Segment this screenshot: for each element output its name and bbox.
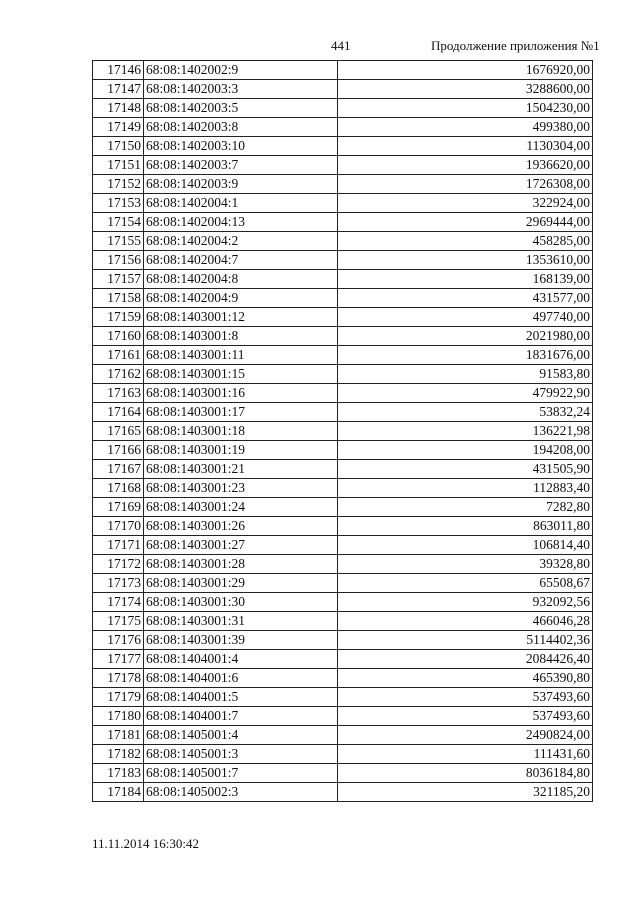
- row-number-cell: 17172: [93, 555, 144, 574]
- row-number-cell: 17182: [93, 745, 144, 764]
- cadastral-value-cell: 168139,00: [338, 270, 593, 289]
- cadastral-value-cell: 2084426,40: [338, 650, 593, 669]
- table-row: [93, 707, 593, 726]
- table-row: [93, 441, 593, 460]
- cadastral-number-cell: 68:08:1402003:9: [144, 175, 338, 194]
- cadastral-value-cell: 322924,00: [338, 194, 593, 213]
- table-row: [93, 422, 593, 441]
- cadastral-value-cell: 3288600,00: [338, 80, 593, 99]
- row-number-cell: 17175: [93, 612, 144, 631]
- cadastral-value-cell: 1676920,00: [338, 61, 593, 80]
- row-number-cell: 17173: [93, 574, 144, 593]
- row-number-cell: 17150: [93, 137, 144, 156]
- row-number-cell: 17156: [93, 251, 144, 270]
- cadastral-number-cell: 68:08:1402004:9: [144, 289, 338, 308]
- row-number-cell: 17183: [93, 764, 144, 783]
- cadastral-value-cell: 499380,00: [338, 118, 593, 137]
- table-row: [93, 251, 593, 270]
- row-number-cell: 17169: [93, 498, 144, 517]
- cadastral-number-cell: 68:08:1403001:39: [144, 631, 338, 650]
- table-row: [93, 232, 593, 251]
- table-row: [93, 498, 593, 517]
- cadastral-number-cell: 68:08:1405001:4: [144, 726, 338, 745]
- row-number-cell: 17166: [93, 441, 144, 460]
- cadastral-value-cell: 497740,00: [338, 308, 593, 327]
- table-row: [93, 118, 593, 137]
- cadastral-number-cell: 68:08:1404001:5: [144, 688, 338, 707]
- table-row: [93, 194, 593, 213]
- cadastral-number-cell: 68:08:1402004:2: [144, 232, 338, 251]
- cadastral-number-cell: 68:08:1402003:7: [144, 156, 338, 175]
- row-number-cell: 17159: [93, 308, 144, 327]
- table-row: [93, 289, 593, 308]
- table-row: [93, 80, 593, 99]
- cadastral-value-cell: 431505,90: [338, 460, 593, 479]
- row-number-cell: 17163: [93, 384, 144, 403]
- cadastral-value-cell: 932092,56: [338, 593, 593, 612]
- row-number-cell: 17170: [93, 517, 144, 536]
- table-row: [93, 175, 593, 194]
- table-row: [93, 555, 593, 574]
- cadastral-value-table: [92, 60, 593, 802]
- row-number-cell: 17167: [93, 460, 144, 479]
- table-row: [93, 650, 593, 669]
- row-number-cell: 17154: [93, 213, 144, 232]
- cadastral-number-cell: 68:08:1402004:1: [144, 194, 338, 213]
- row-number-cell: 17184: [93, 783, 144, 802]
- cadastral-value-cell: 5114402,36: [338, 631, 593, 650]
- cadastral-number-cell: 68:08:1404001:7: [144, 707, 338, 726]
- table-row: [93, 213, 593, 232]
- cadastral-number-cell: 68:08:1405001:7: [144, 764, 338, 783]
- cadastral-number-cell: 68:08:1402003:10: [144, 137, 338, 156]
- table-row: [93, 783, 593, 802]
- row-number-cell: 17155: [93, 232, 144, 251]
- cadastral-number-cell: 68:08:1403001:28: [144, 555, 338, 574]
- cadastral-value-cell: 112883,40: [338, 479, 593, 498]
- cadastral-number-cell: 68:08:1402003:3: [144, 80, 338, 99]
- cadastral-number-cell: 68:08:1403001:26: [144, 517, 338, 536]
- row-number-cell: 17153: [93, 194, 144, 213]
- table-row: [93, 536, 593, 555]
- cadastral-value-cell: 136221,98: [338, 422, 593, 441]
- cadastral-value-cell: 458285,00: [338, 232, 593, 251]
- cadastral-number-cell: 68:08:1403001:23: [144, 479, 338, 498]
- cadastral-number-cell: 68:08:1403001:8: [144, 327, 338, 346]
- cadastral-value-cell: 537493,60: [338, 707, 593, 726]
- cadastral-value-cell: 863011,80: [338, 517, 593, 536]
- table-row: [93, 764, 593, 783]
- cadastral-value-cell: 1726308,00: [338, 175, 593, 194]
- row-number-cell: 17161: [93, 346, 144, 365]
- cadastral-value-cell: 1130304,00: [338, 137, 593, 156]
- cadastral-value-cell: 39328,80: [338, 555, 593, 574]
- row-number-cell: 17158: [93, 289, 144, 308]
- row-number-cell: 17174: [93, 593, 144, 612]
- cadastral-value-cell: 65508,67: [338, 574, 593, 593]
- cadastral-number-cell: 68:08:1403001:11: [144, 346, 338, 365]
- cadastral-number-cell: 68:08:1404001:6: [144, 669, 338, 688]
- table-body: [93, 61, 593, 802]
- row-number-cell: 17179: [93, 688, 144, 707]
- cadastral-number-cell: 68:08:1403001:12: [144, 308, 338, 327]
- cadastral-number-cell: 68:08:1403001:29: [144, 574, 338, 593]
- row-number-cell: 17177: [93, 650, 144, 669]
- cadastral-value-cell: 106814,40: [338, 536, 593, 555]
- row-number-cell: 17165: [93, 422, 144, 441]
- row-number-cell: 17149: [93, 118, 144, 137]
- table-row: [93, 517, 593, 536]
- cadastral-value-cell: 194208,00: [338, 441, 593, 460]
- cadastral-number-cell: 68:08:1403001:31: [144, 612, 338, 631]
- cadastral-value-cell: 53832,24: [338, 403, 593, 422]
- table-row: [93, 593, 593, 612]
- row-number-cell: 17171: [93, 536, 144, 555]
- cadastral-number-cell: 68:08:1402002:9: [144, 61, 338, 80]
- row-number-cell: 17168: [93, 479, 144, 498]
- cadastral-number-cell: 68:08:1402003:5: [144, 99, 338, 118]
- cadastral-value-cell: 431577,00: [338, 289, 593, 308]
- row-number-cell: 17181: [93, 726, 144, 745]
- cadastral-value-cell: 8036184,80: [338, 764, 593, 783]
- table-row: [93, 137, 593, 156]
- table-row: [93, 745, 593, 764]
- cadastral-number-cell: 68:08:1403001:19: [144, 441, 338, 460]
- table-row: [93, 612, 593, 631]
- cadastral-number-cell: 68:08:1403001:27: [144, 536, 338, 555]
- row-number-cell: 17152: [93, 175, 144, 194]
- row-number-cell: 17148: [93, 99, 144, 118]
- cadastral-number-cell: 68:08:1402004:7: [144, 251, 338, 270]
- cadastral-number-cell: 68:08:1403001:24: [144, 498, 338, 517]
- print-timestamp: 11.11.2014 16:30:42: [92, 836, 200, 851]
- cadastral-value-cell: 466046,28: [338, 612, 593, 631]
- row-number-cell: 17176: [93, 631, 144, 650]
- row-number-cell: 17151: [93, 156, 144, 175]
- row-number-cell: 17180: [93, 707, 144, 726]
- table-row: [93, 384, 593, 403]
- cadastral-value-cell: 1353610,00: [338, 251, 593, 270]
- appendix-continuation-label: Продолжение приложения №1: [431, 38, 600, 53]
- row-number-cell: 17162: [93, 365, 144, 384]
- cadastral-number-cell: 68:08:1402003:8: [144, 118, 338, 137]
- table-row: [93, 403, 593, 422]
- cadastral-number-cell: 68:08:1402004:13: [144, 213, 338, 232]
- row-number-cell: 17160: [93, 327, 144, 346]
- table-row: [93, 479, 593, 498]
- cadastral-number-cell: 68:08:1403001:17: [144, 403, 338, 422]
- cadastral-value-cell: 321185,20: [338, 783, 593, 802]
- page-number: 441: [331, 38, 351, 53]
- table-row: [93, 270, 593, 289]
- cadastral-value-cell: 465390,80: [338, 669, 593, 688]
- table-row: [93, 460, 593, 479]
- cadastral-value-cell: 111431,60: [338, 745, 593, 764]
- cadastral-value-cell: 91583,80: [338, 365, 593, 384]
- cadastral-number-cell: 68:08:1404001:4: [144, 650, 338, 669]
- table-row: [93, 669, 593, 688]
- cadastral-number-cell: 68:08:1403001:15: [144, 365, 338, 384]
- row-number-cell: 17164: [93, 403, 144, 422]
- table-row: [93, 631, 593, 650]
- cadastral-value-cell: 479922,90: [338, 384, 593, 403]
- cadastral-number-cell: 68:08:1403001:18: [144, 422, 338, 441]
- table-row: [93, 688, 593, 707]
- cadastral-number-cell: 68:08:1403001:30: [144, 593, 338, 612]
- cadastral-value-cell: 1831676,00: [338, 346, 593, 365]
- table-row: [93, 365, 593, 384]
- table-row: [93, 346, 593, 365]
- cadastral-value-cell: 2969444,00: [338, 213, 593, 232]
- row-number-cell: 17146: [93, 61, 144, 80]
- row-number-cell: 17157: [93, 270, 144, 289]
- row-number-cell: 17178: [93, 669, 144, 688]
- cadastral-number-cell: 68:08:1402004:8: [144, 270, 338, 289]
- table-row: [93, 99, 593, 118]
- cadastral-number-cell: 68:08:1403001:16: [144, 384, 338, 403]
- cadastral-value-cell: 7282,80: [338, 498, 593, 517]
- row-number-cell: 17147: [93, 80, 144, 99]
- table-row: [93, 308, 593, 327]
- table-row: [93, 726, 593, 745]
- cadastral-number-cell: 68:08:1403001:21: [144, 460, 338, 479]
- cadastral-value-cell: 2021980,00: [338, 327, 593, 346]
- cadastral-number-cell: 68:08:1405001:3: [144, 745, 338, 764]
- cadastral-number-cell: 68:08:1405002:3: [144, 783, 338, 802]
- table-row: [93, 156, 593, 175]
- table-row: [93, 327, 593, 346]
- cadastral-value-cell: 2490824,00: [338, 726, 593, 745]
- table-row: [93, 61, 593, 80]
- table-row: [93, 574, 593, 593]
- cadastral-value-cell: 1936620,00: [338, 156, 593, 175]
- cadastral-value-cell: 1504230,00: [338, 99, 593, 118]
- cadastral-value-cell: 537493,60: [338, 688, 593, 707]
